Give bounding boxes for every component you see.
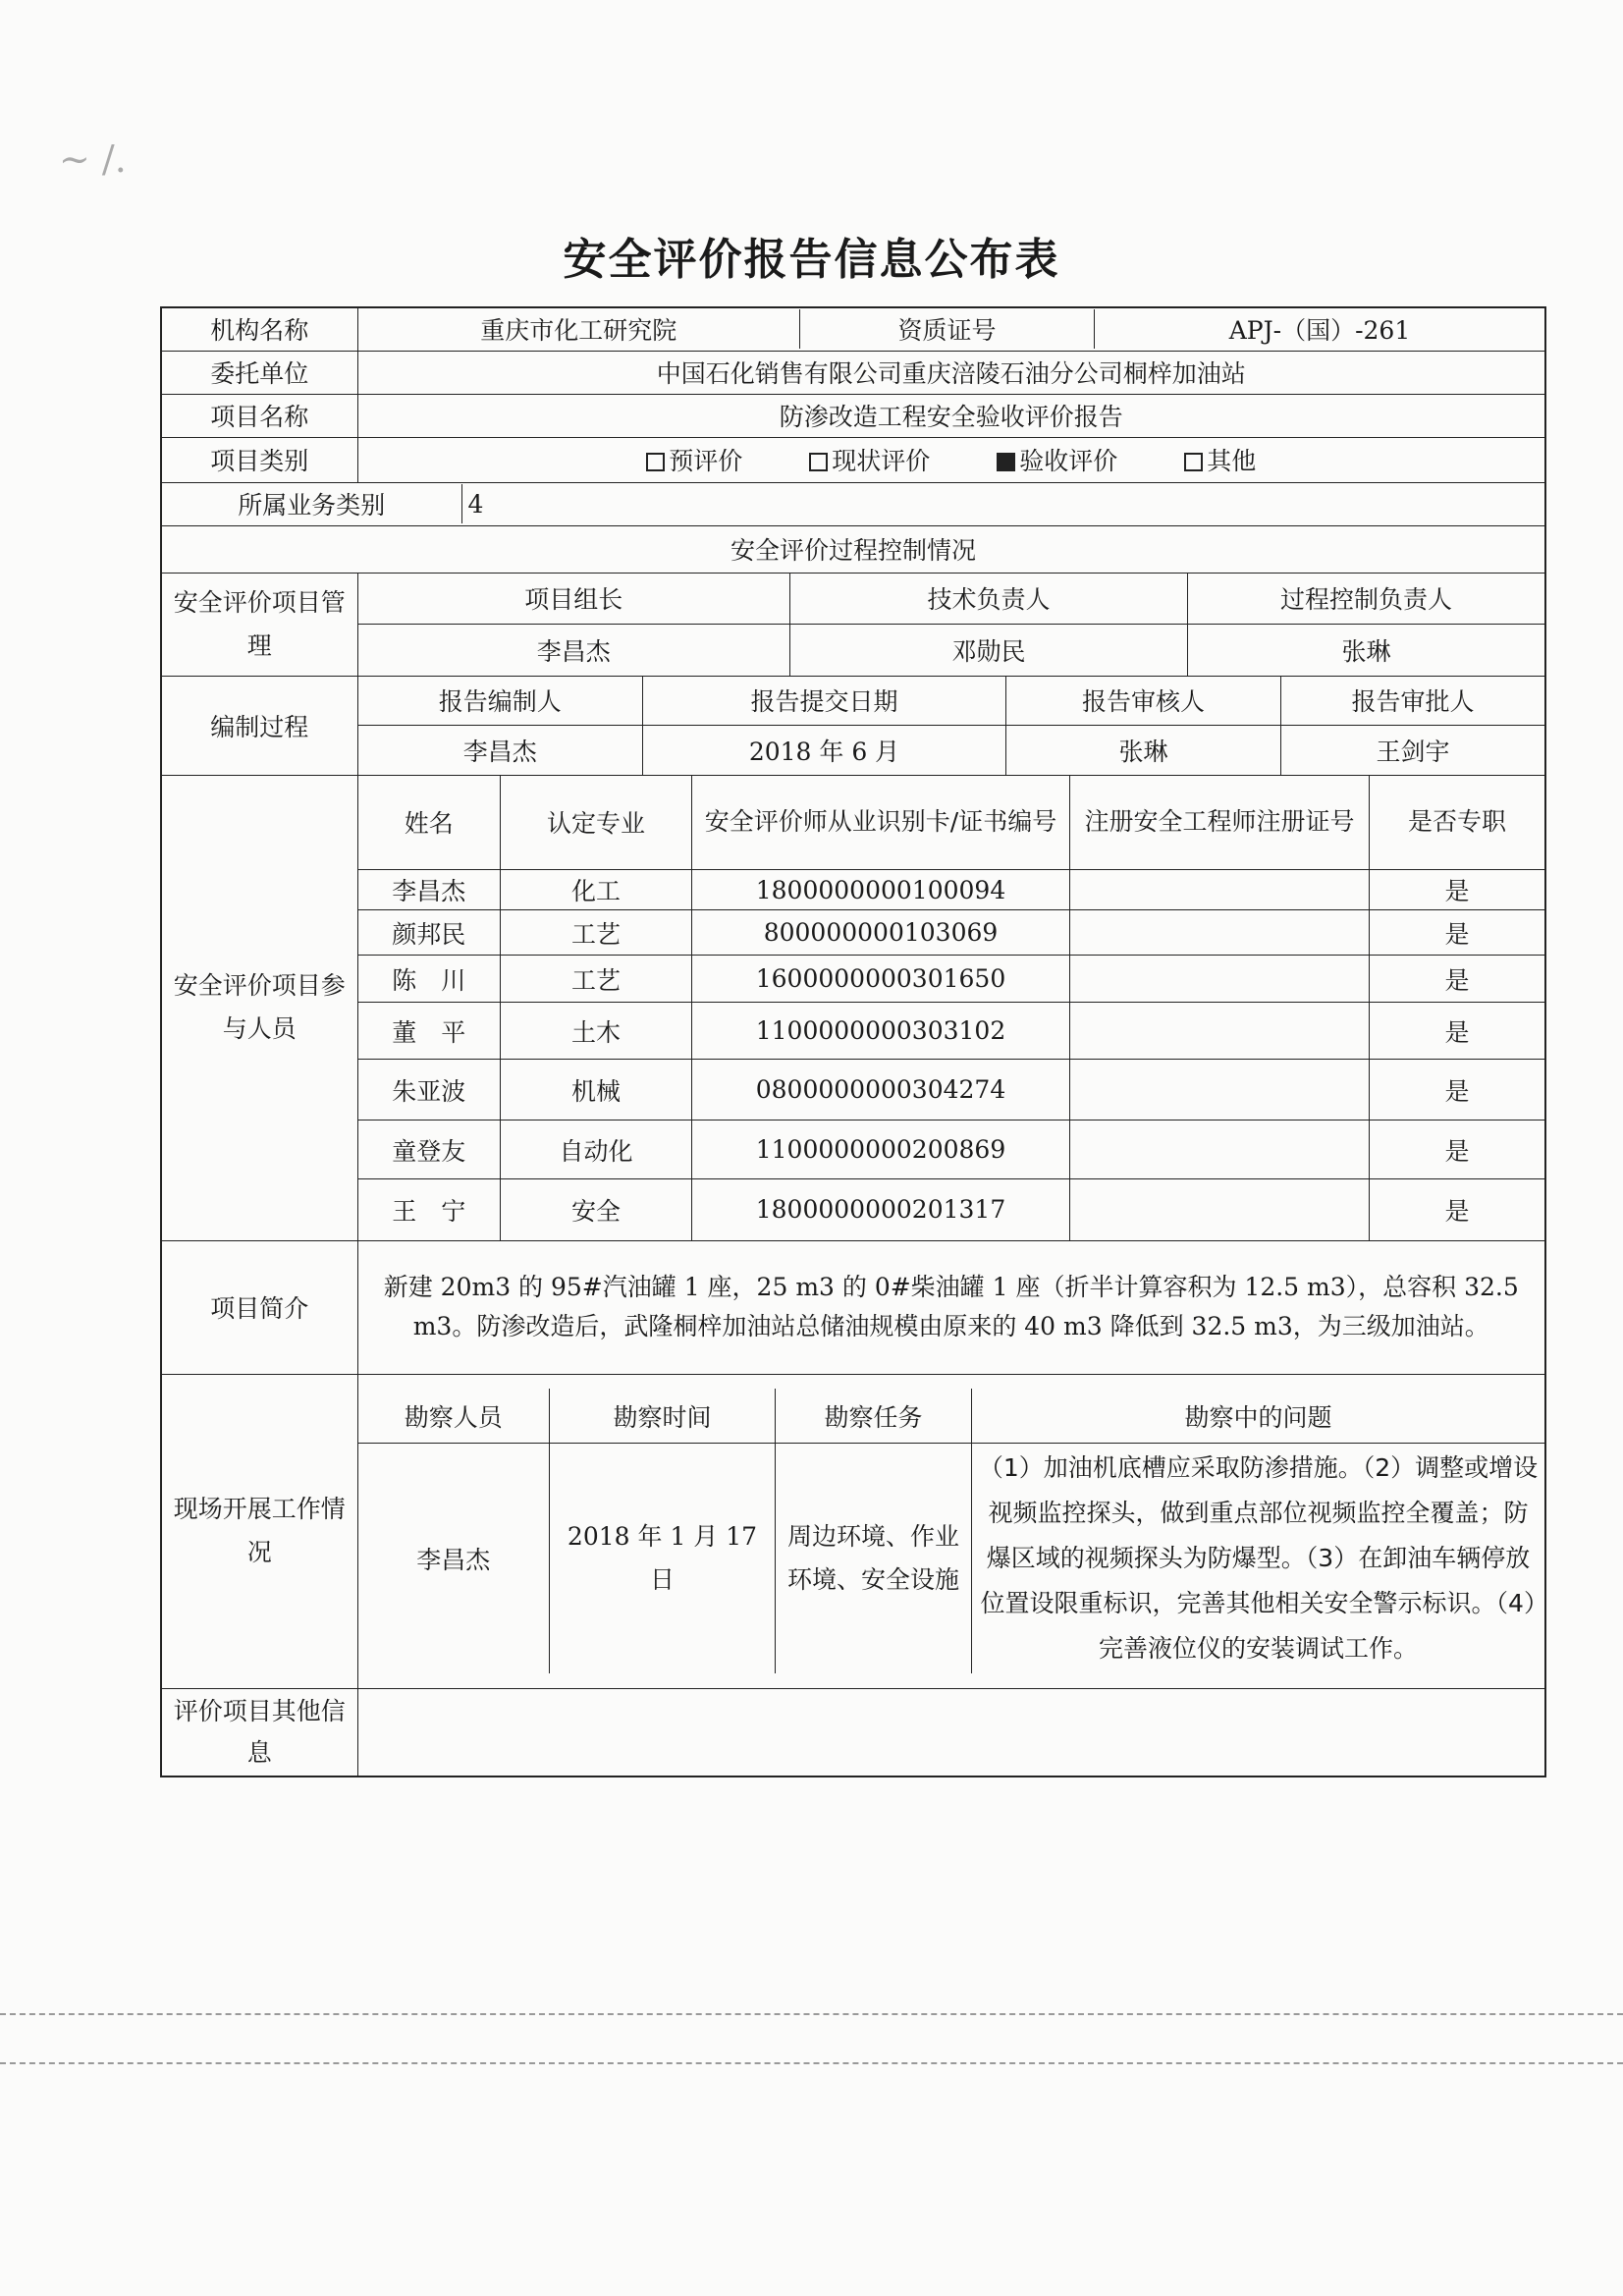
site-issues: （1）加油机底槽应采取防渗措施。（2）调整或增设视频监控探头，做到重点部位视频监控全覆盖；防爆区域的视频探头为防爆型。（3）在卸油车辆停放位置设限重标识，完善其他相关安全警示标识。（4）完善液位仪的安装调试工作。 [972, 1444, 1545, 1674]
mgmt-label: 安全评价项目管理 [161, 573, 357, 676]
participants-header-fulltime: 是否专职 [1370, 776, 1545, 870]
client-row [161, 351, 1545, 394]
info-form-table [160, 306, 1546, 1777]
other-row [161, 1688, 1545, 1777]
participant-row: 颜邦民 工艺 800000000103069 是 [358, 910, 1545, 956]
checkbox-checked-icon [997, 453, 1015, 471]
category-options [357, 437, 1545, 482]
other-value [357, 1688, 1545, 1777]
compile-header-author: 报告编制人 [358, 677, 643, 726]
site-header-person: 勘察人员 [358, 1389, 550, 1444]
other-label: 评价项目其他信息 [161, 1688, 357, 1777]
compile-header-date: 报告提交日期 [643, 677, 1006, 726]
scan-dashed-line [0, 2013, 1623, 2015]
biz-label: 所属业务类别 [162, 484, 461, 523]
mgmt-value-control: 张琳 [1188, 625, 1545, 676]
project-label: 项目名称 [161, 394, 357, 437]
org-label: 机构名称 [161, 307, 357, 351]
compile-header-approver: 报告审批人 [1281, 677, 1545, 726]
scan-dashed-line [0, 2062, 1623, 2064]
site-header-date: 勘察时间 [550, 1389, 776, 1444]
compile-header-reviewer: 报告审核人 [1006, 677, 1281, 726]
category-row [161, 437, 1545, 482]
mgmt-value-tech: 邓勋民 [790, 625, 1188, 676]
org-value: 重庆市化工研究院 [358, 309, 800, 349]
site-row [161, 1374, 1545, 1688]
compile-value-reviewer: 张琳 [1006, 726, 1281, 775]
biz-row [161, 482, 1545, 525]
process-section-row [161, 525, 1545, 573]
participants-row [161, 775, 1545, 1240]
site-label: 现场开展工作情况 [161, 1374, 357, 1688]
participants-label: 安全评价项目参与人员 [161, 775, 357, 1240]
site-header-issues: 勘察中的问题 [972, 1389, 1545, 1444]
compile-value-author: 李昌杰 [358, 726, 643, 775]
category-option-current[interactable]: 现状评价 [809, 447, 930, 475]
mgmt-header-tech: 技术负责人 [790, 574, 1188, 625]
mgmt-header-control: 过程控制负责人 [1188, 574, 1545, 625]
process-section-title: 安全评价过程控制情况 [161, 525, 1545, 573]
category-label: 项目类别 [161, 437, 357, 482]
biz-value: 4 [461, 484, 1544, 523]
org-row [161, 307, 1545, 351]
participants-header-major: 认定专业 [501, 776, 692, 870]
cert-label: 资质证号 [800, 309, 1095, 349]
participants-header-name: 姓名 [358, 776, 501, 870]
compile-value-date: 2018 年 6 月 [643, 726, 1006, 775]
compile-row [161, 676, 1545, 775]
project-value: 防渗改造工程安全验收评价报告 [357, 394, 1545, 437]
mgmt-header-leader: 项目组长 [358, 574, 790, 625]
cert-value: APJ-（国）-261 [1095, 309, 1545, 349]
site-person: 李昌杰 [358, 1444, 550, 1674]
participant-row: 李昌杰 化工 1800000000100094 是 [358, 870, 1545, 910]
participant-row: 朱亚波 机械 0800000000304274 是 [358, 1060, 1545, 1121]
category-option-other[interactable]: 其他 [1184, 447, 1256, 475]
client-value: 中国石化销售有限公司重庆涪陵石油分公司桐梓加油站 [357, 351, 1545, 394]
summary-label: 项目简介 [161, 1240, 357, 1374]
handwritten-mark: ~ /. [59, 137, 127, 181]
checkbox-icon [809, 453, 828, 471]
participant-row: 董 平 土木 1100000000303102 是 [358, 1003, 1545, 1060]
participant-row: 王 宁 安全 1800000000201317 是 [358, 1179, 1545, 1240]
site-task: 周边环境、作业环境、安全设施 [776, 1444, 972, 1674]
site-date: 2018 年 1 月 17 日 [550, 1444, 776, 1674]
participant-row: 童登友 自动化 1100000000200869 是 [358, 1121, 1545, 1179]
project-row [161, 394, 1545, 437]
participants-header-reg: 注册安全工程师注册证号 [1070, 776, 1370, 870]
summary-row [161, 1240, 1545, 1374]
category-option-pre[interactable]: 预评价 [646, 447, 742, 475]
mgmt-row [161, 573, 1545, 676]
checkbox-icon [646, 453, 665, 471]
participant-row: 陈 川 工艺 1600000000301650 是 [358, 956, 1545, 1003]
category-option-acceptance[interactable]: 验收评价 [997, 447, 1117, 475]
summary-text: 新建 20m3 的 95#汽油罐 1 座，25 m3 的 0#柴油罐 1 座（折半计算容积为 12.5 m3），总容积 32.5 m3。防渗改造后，武隆桐梓加油站总储油规模由原来的 40 m3 降低到 32.5 m3，为三级加油站。 [357, 1240, 1545, 1374]
mgmt-value-leader: 李昌杰 [358, 625, 790, 676]
checkbox-icon [1184, 453, 1203, 471]
site-header-task: 勘察任务 [776, 1389, 972, 1444]
participants-header-card: 安全评价师从业识别卡/证书编号 [692, 776, 1070, 870]
compile-label: 编制过程 [161, 676, 357, 775]
client-label: 委托单位 [161, 351, 357, 394]
compile-value-approver: 王剑宇 [1281, 726, 1545, 775]
page-title: 安全评价报告信息公布表 [563, 235, 1060, 285]
